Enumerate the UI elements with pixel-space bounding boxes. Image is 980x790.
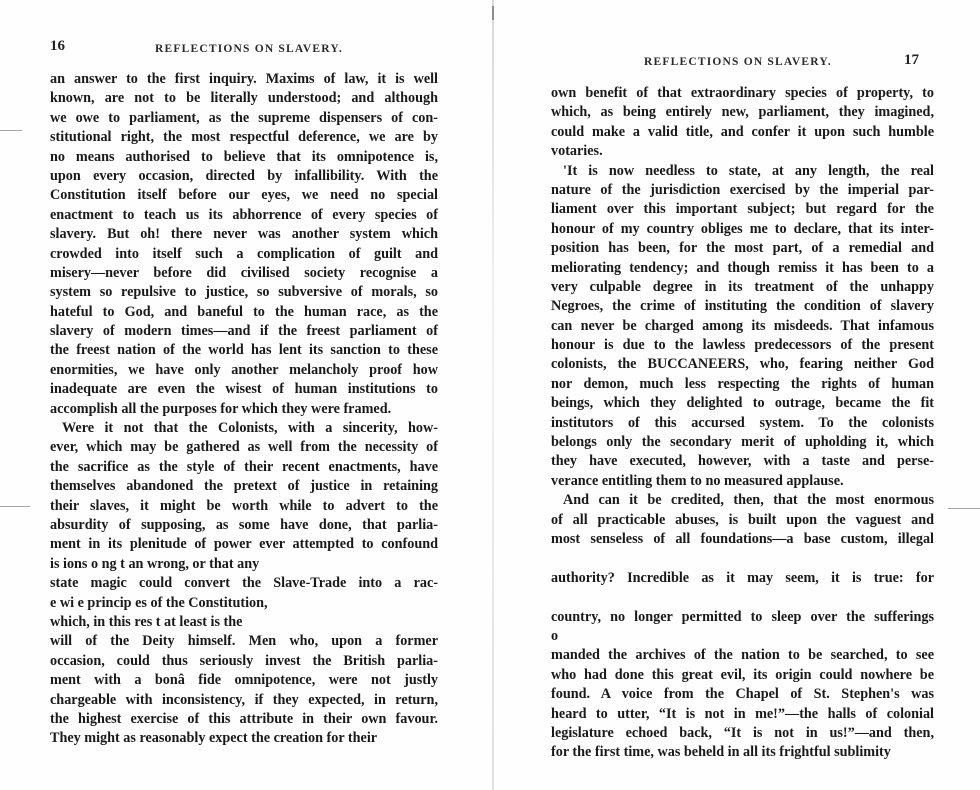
left-running-head: REFLECTIONS ON SLAVERY. xyxy=(155,43,343,55)
text-line: meliorating tendency; and though remiss it has been to a xyxy=(551,259,934,276)
right-page xyxy=(494,0,980,790)
text-line: manded the archives of the nation to be searched, to see xyxy=(551,647,934,664)
text-line: who had done this great evil, its origin could nowhere be xyxy=(551,666,934,683)
text-line: of all practicable abuses, is built upon the vaguest and xyxy=(551,511,934,528)
text-line: upon every occasion, directed by infallibility. With the xyxy=(50,167,438,184)
text-line: colonists, the BUCCANEERS, who, fearing neither God xyxy=(551,356,934,373)
text-line: honour is due to the lawless predecessors of the present xyxy=(551,337,934,354)
text-line: Were it not that the Colonists, with a sincerity, how- xyxy=(62,420,438,437)
text-line: own benefit of that extraordinary species of property, to xyxy=(551,85,934,101)
left-page-number: 16 xyxy=(50,38,65,54)
scan-mark xyxy=(492,6,494,20)
text-line: Negroes, the crime of instituting the condition of slavery xyxy=(551,298,934,315)
text-line: most senseless of all foundations—a base custom, illegal xyxy=(551,530,934,547)
text-line: absurdity of supposing, as some have done, that parlia- xyxy=(50,516,438,533)
text-line: votaries. xyxy=(551,143,603,160)
text-line: position has been, for the most part, of a remedial and xyxy=(551,240,934,257)
text-line: nature of the jurisdiction exercised by the imperial par- xyxy=(551,181,934,198)
text-line: honour of my country obliges me to declare, that its inter- xyxy=(551,220,934,237)
text-line: beings, which they delighted to outrage, became the fit xyxy=(551,395,934,412)
text-line: will of the Deity himself. Men who, upon a former xyxy=(50,633,438,650)
text-line: occasion, could thus seriously invest the British parlia- xyxy=(50,652,438,669)
text-line xyxy=(551,588,934,607)
text-line: can never be charged among its misdeeds. That infamous xyxy=(551,317,934,334)
text-line: they have executed, however, with a taste and perse- xyxy=(551,453,934,470)
text-line: no means authorised to believe that its omnipotence is, xyxy=(50,148,438,165)
scan-mark xyxy=(0,506,30,507)
text-line: hateful to God, and baneful to the human race, as the xyxy=(50,303,438,320)
text-line: They might as reasonably expect the creation for their xyxy=(50,730,378,747)
left-body-text xyxy=(50,70,438,749)
text-line: which, as being entirely new, parliament, they imagined, xyxy=(551,104,934,121)
text-line: stitutional right, the most respectful deference, we are by xyxy=(50,129,438,146)
text-line: enormities, we have only another melancholy proof how xyxy=(50,361,438,378)
text-line: legislature echoed back, “It is not in us!”—and then, xyxy=(551,724,934,741)
text-line: slavery of modern times—and if the freest parliament of xyxy=(50,323,438,340)
right-page-number: 17 xyxy=(904,52,919,68)
text-line: belongs only the secondary merit of upholding it, which xyxy=(551,434,934,451)
text-line: 'It is now needless to state, at any length, the real xyxy=(563,162,934,179)
text-line: heard to utter, “It is not in me!”—the halls of colonial xyxy=(551,705,934,722)
text-line: for the first time, was beheld in all its frightful sublimity xyxy=(551,744,891,761)
text-line: ment in its plenitude of power ever attempted to confound xyxy=(50,536,438,553)
text-line: authority? Incredible as it may seem, it is true: for xyxy=(551,569,934,586)
text-line: e wi e princip es of the Constitution, xyxy=(50,594,268,611)
text-line: inadequate are even the wisest of human institutions to xyxy=(50,381,438,398)
text-line: the highest exercise of this attribute in their own favour. xyxy=(50,710,438,727)
text-line: the sacrifice as the style of their recent enactments, have xyxy=(50,458,438,475)
text-line: Constitution itself before our eyes, we need no special xyxy=(50,187,438,204)
text-line: slavery. But oh! there never was another system which xyxy=(50,226,438,243)
text-line: And can it be credited, then, that the most enormous xyxy=(563,492,934,509)
text-line: the freest nation of the world has lent its sanction to these xyxy=(50,342,438,359)
text-line: country, no longer permitted to sleep over the sufferings xyxy=(551,608,934,625)
text-line: verance entitling them to no measured applause. xyxy=(551,472,844,489)
text-line: we owe to parliament, as the supreme dispensers of con- xyxy=(50,109,438,126)
text-line: crowded into itself such a complication of guilt and xyxy=(50,245,438,262)
text-line: very culpable degree in its treatment of the unhappy xyxy=(551,278,934,295)
text-line: misery—never before did civilised society recognise a xyxy=(50,264,438,281)
scan-mark xyxy=(0,130,22,131)
text-line: ever, which may be gathered as well from the necessity of xyxy=(50,439,438,456)
text-line: institutors of this accursed system. To the colonists xyxy=(551,414,934,431)
text-line: could make a valid title, and confer it upon such humble xyxy=(551,123,934,140)
text-line: which, in this res t at least is the xyxy=(50,613,243,630)
text-line xyxy=(551,549,934,568)
right-running-head: REFLECTIONS ON SLAVERY. xyxy=(644,56,832,68)
text-line: is ions o ng t an wrong, or that any xyxy=(50,555,260,572)
text-line: an answer to the first inquiry. Maxims of law, it is well xyxy=(50,71,438,87)
right-body-text xyxy=(551,84,934,763)
scan-mark xyxy=(948,508,980,509)
text-line: enactment to teach us its abhorrence of every species of xyxy=(50,206,438,223)
text-line: known, are not to be literally understood; and although xyxy=(50,90,438,107)
text-line: liament over this important subject; but regard for the xyxy=(551,201,934,218)
text-line: chargeable with inconsistency, if they expected, in return, xyxy=(50,691,438,708)
text-line: system so repulsive to justice, so subversive of morals, so xyxy=(50,284,438,301)
text-line: nor demon, much less respecting the rights of human xyxy=(551,375,934,392)
text-line: themselves abandoned the pretext of justice in retaining xyxy=(50,478,438,495)
text-line: found. A voice from the Chapel of St. Stephen's was xyxy=(551,686,934,703)
text-line: o xyxy=(551,627,559,644)
text-line: accomplish all the purposes for which they were framed. xyxy=(50,400,392,417)
text-line: ment with a bonâ fide omnipotence, were not justly xyxy=(50,672,438,689)
text-line: their slaves, it might be worth while to advert to the xyxy=(50,497,438,514)
text-line: state magic could convert the Slave-Trade into a rac- xyxy=(50,575,438,592)
